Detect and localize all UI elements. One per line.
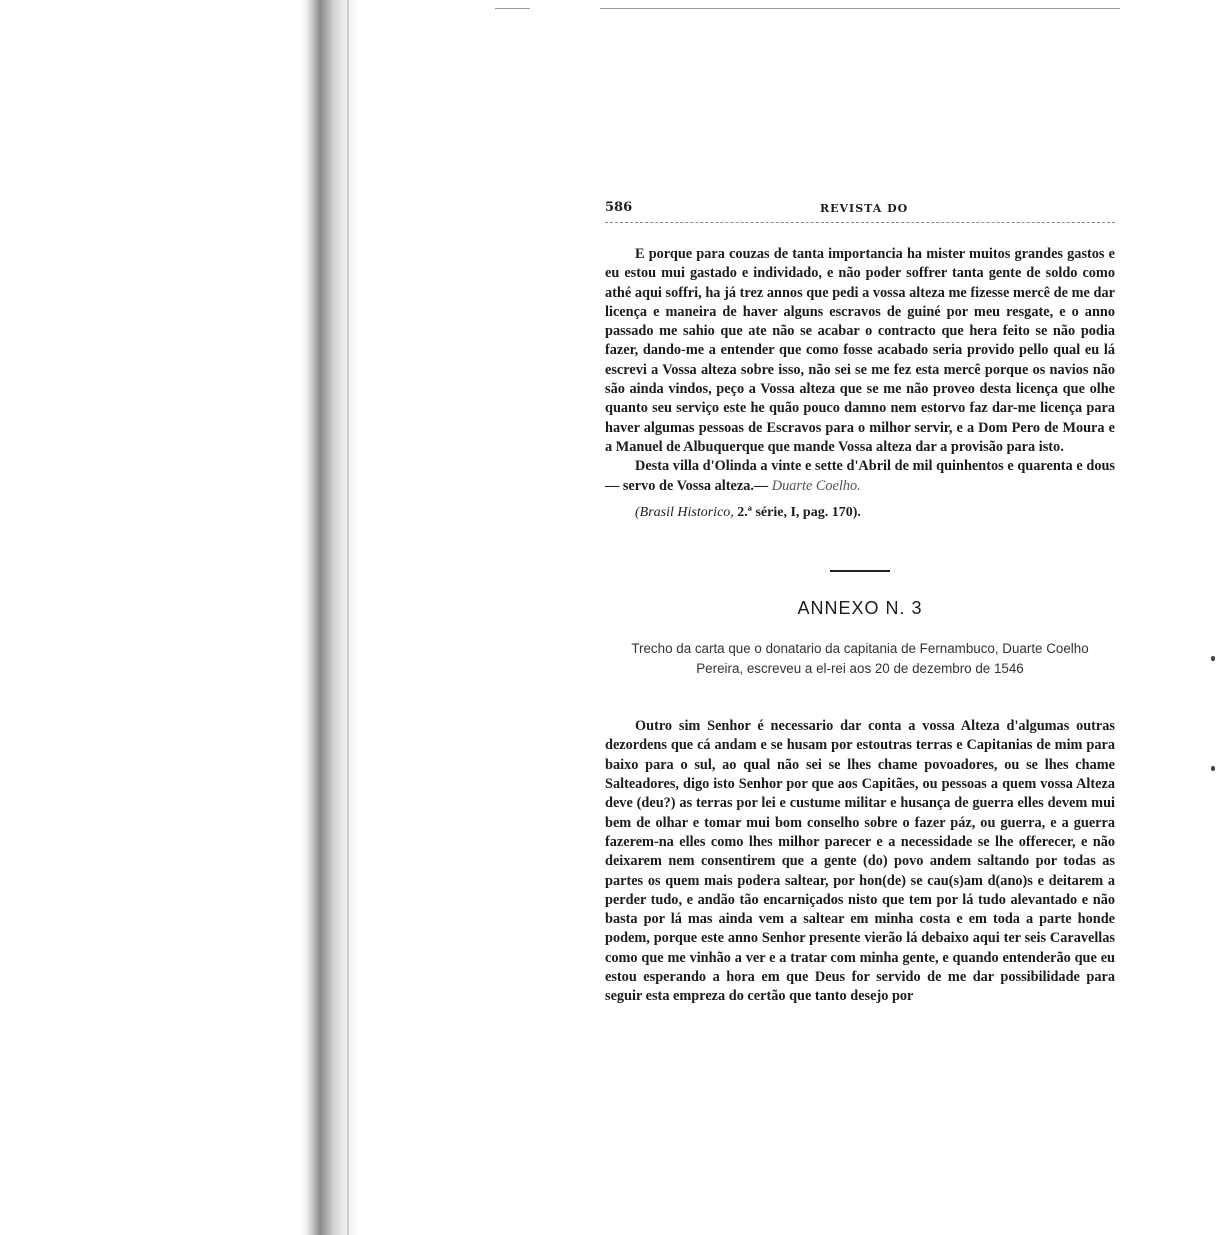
annex-subtitle <box>605 639 1115 679</box>
citation-source: (Brasil Historico, <box>635 504 734 520</box>
citation-reference: 2.ª série, I, pag. 170). <box>733 504 861 520</box>
annex-subtitle-line: Pereira, escreveu a el-rei aos 20 de dezembro de 1546 <box>696 661 1024 677</box>
section-separator <box>830 570 890 572</box>
page-speck <box>1211 656 1215 661</box>
letter-closing <box>605 457 1115 496</box>
letter-paragraph: E porque para couzas de tanta importancia ha mister muitos grandes gastos e eu estou mui gastado e individado, e não poder soffrer tanta gente de soldo como athé aqui soffri, ha já trez annos que pedi a vossa alteza me fizesse mercê de me dar licença e maneira de haver alguns escravos de guiné por meu resgate, e o anno passado me sahio que ate não se acabar o contracto que hera feito se não podia fazer, dando-me a entender que como fosse acabado seria provido pello qual eu lá escrevi a Vossa alteza sobre isso, não sei se me fez esta mercê porque os navios não são ainda vindos, peço a Vossa alteza que se me não proveo desta licença que olhe quanto seu serviço este he quão pouco damno nem estorvo faz dar-me licença para haver algumas pessoas de Escravos para o milhor servir, e a Dom Pero de Moura e a Manuel de Albuquerque que mande Vossa alteza dar a provisão para isto. <box>605 246 1115 455</box>
running-head: REVISTA DO <box>820 202 909 215</box>
page-speck <box>1211 766 1215 771</box>
letter-body <box>605 245 1115 522</box>
book-page <box>605 200 1115 1007</box>
annex-subtitle-line: Trecho da carta que o donatario da capitania de Fernambuco, Duarte Coelho <box>631 641 1089 657</box>
book-spine-shadow <box>300 0 358 1235</box>
top-edge-mark <box>495 8 530 9</box>
top-edge-mark <box>600 8 1120 9</box>
page-number: 586 <box>605 200 633 215</box>
citation <box>635 503 1115 522</box>
signature: Duarte Coelho. <box>771 477 861 494</box>
annex-title: ANNEXO N. 3 <box>797 598 923 619</box>
annex-paragraph: Outro sim Senhor é necessario dar conta a vossa Alteza d'algumas outras dezordens que cá andam e se husam por estoutras terras e Capitanias de mim para baixo para o sul, ao qual não sei se lhes chame povoadores, ou se lhes chame Salteadores, digo isto Senhor por que aos Capitães, ou pessoas a quem vossa Alteza deve (deu?) as terras por lei e custume militar e husança de guerra elles devem mui bem de olhar e tomar mui bom conselho sobre o fazer páz, ou guerra, e a guerra fazerem-na elles como lhes milhor parecer e a necessidade se lhe offerecer, e não deixarem nem consentirem que a gente (do) povo andem saltando por todas as partes os quem mais podera saltear, por hon(de) se cau(s)am d(ano)s e deitarem a perder tudo, e andão tão encarniçados nisto que tem por lá tudo alevantado e não basta por lá mas ainda vem a saltear em minha costa e em toda a parte honde podem, porque este anno Senhor presente vierão lá debaixo aqui ter seis Caravellas como que me vinhão a ver e a tratar com minha gente, e quando entenderão que eu estou esperando a hora em que Deus for servido de me dar possibilidade para seguir esta empreza do certão que tanto desejo por <box>605 718 1115 1005</box>
book-gutter-line <box>347 0 349 1235</box>
page-header <box>605 200 1115 223</box>
annex-body <box>605 717 1115 1006</box>
closing-text: Desta villa d'Olinda a vinte e sette d'Abril de mil quinhentos e quarenta e dous — servo de Vossa alteza.— <box>605 458 1115 494</box>
